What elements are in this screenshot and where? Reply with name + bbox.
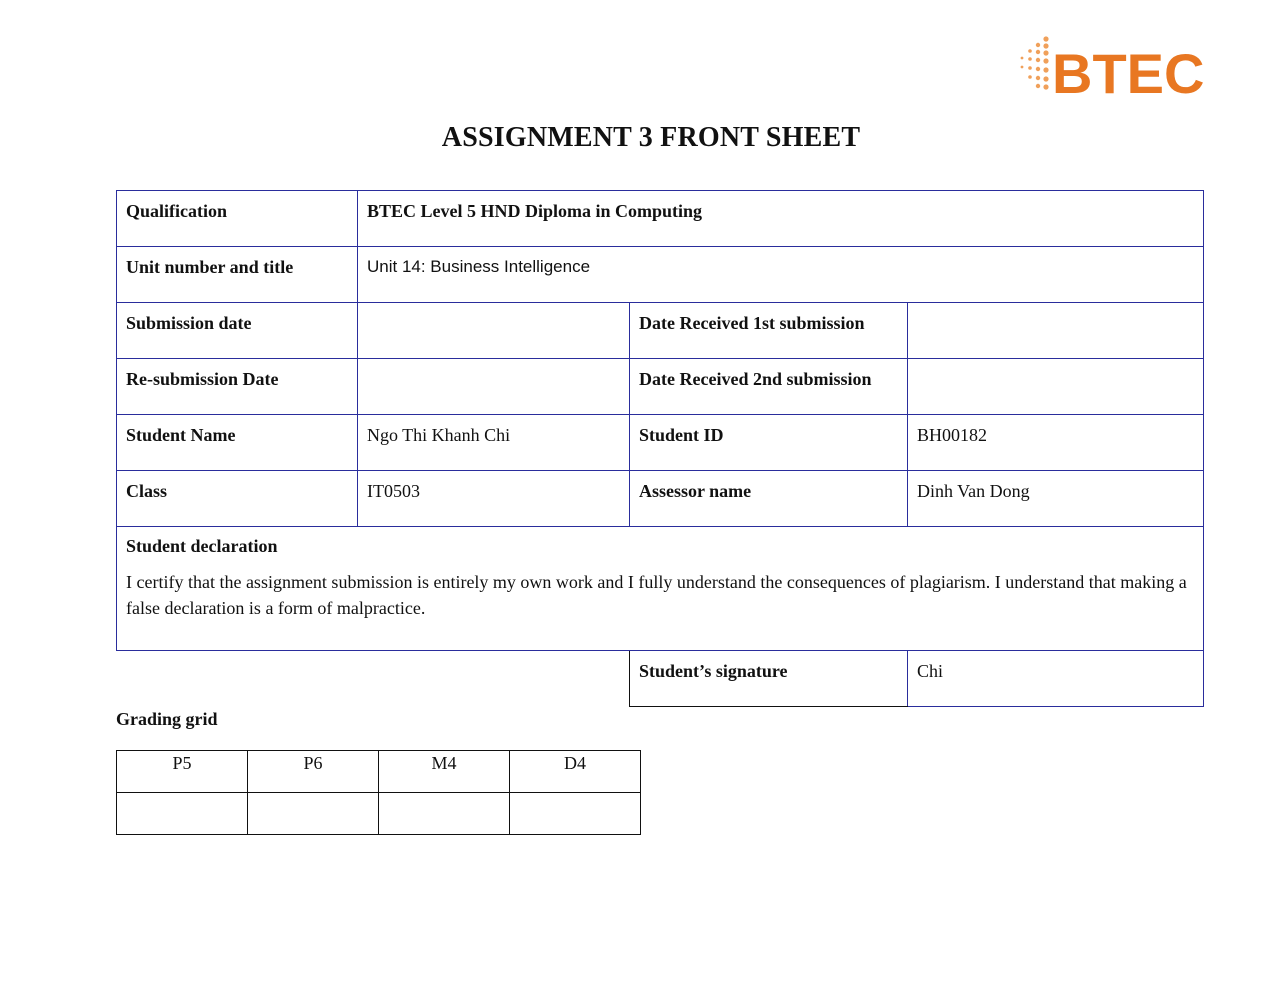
- page-title: ASSIGNMENT 3 FRONT SHEET: [441, 122, 861, 153]
- grade-value-m4: [379, 793, 510, 835]
- student-name-value: Ngo Thi Khanh Chi: [358, 415, 630, 471]
- unit-value: Unit 14: Business Intelligence: [358, 247, 1204, 303]
- grade-value-d4: [510, 793, 641, 835]
- signature-value: Chi: [908, 651, 1204, 707]
- submission-date-value: [358, 303, 630, 359]
- grading-value-row: [117, 793, 641, 835]
- submission-date-label: Submission date: [117, 303, 358, 359]
- declaration-title: Student declaration: [126, 536, 278, 556]
- student-row: [117, 415, 1204, 471]
- class-value: IT0503: [358, 471, 630, 527]
- declaration-row: [117, 527, 1204, 651]
- grading-grid: [116, 750, 641, 835]
- logo-dots-icon: [1021, 36, 1049, 89]
- date-received-1-value: [908, 303, 1204, 359]
- resubmission-date-label: Re-submission Date: [117, 359, 358, 415]
- qualification-value: BTEC Level 5 HND Diploma in Computing: [358, 191, 1204, 247]
- student-name-label: Student Name: [117, 415, 358, 471]
- logo-text: BTEC: [1052, 42, 1205, 96]
- resubmission-row: [117, 359, 1204, 415]
- grade-header-p5: P5: [117, 751, 248, 793]
- grade-header-d4: D4: [510, 751, 641, 793]
- grade-header-p6: P6: [248, 751, 379, 793]
- assessor-value: Dinh Van Dong: [908, 471, 1204, 527]
- declaration-cell: [117, 527, 1204, 651]
- class-row: [117, 471, 1204, 527]
- grade-value-p6: [248, 793, 379, 835]
- signature-row: [117, 651, 1204, 707]
- grade-header-m4: M4: [379, 751, 510, 793]
- unit-label: Unit number and title: [117, 247, 358, 303]
- date-received-2-value: [908, 359, 1204, 415]
- date-received-2-label: Date Received 2nd submission: [630, 359, 908, 415]
- submission-row: [117, 303, 1204, 359]
- signature-label: Student’s signature: [630, 651, 908, 707]
- btec-logo: [1016, 36, 1208, 96]
- signature-spacer: [117, 651, 630, 707]
- date-received-1-label: Date Received 1st submission: [630, 303, 908, 359]
- qualification-row: [117, 191, 1204, 247]
- assessor-label: Assessor name: [630, 471, 908, 527]
- student-id-value: BH00182: [908, 415, 1204, 471]
- declaration-text: I certify that the assignment submission is entirely my own work and I fully understand the consequences of plagiarism. I understand that making a false declaration is a form of malpractice.: [126, 572, 1187, 618]
- student-id-label: Student ID: [630, 415, 908, 471]
- grading-header-row: [117, 751, 641, 793]
- grading-grid-title: Grading grid: [116, 709, 218, 729]
- grade-value-p5: [117, 793, 248, 835]
- unit-row: [117, 247, 1204, 303]
- front-sheet-table: [116, 190, 1204, 707]
- class-label: Class: [117, 471, 358, 527]
- qualification-label: Qualification: [117, 191, 358, 247]
- resubmission-date-value: [358, 359, 630, 415]
